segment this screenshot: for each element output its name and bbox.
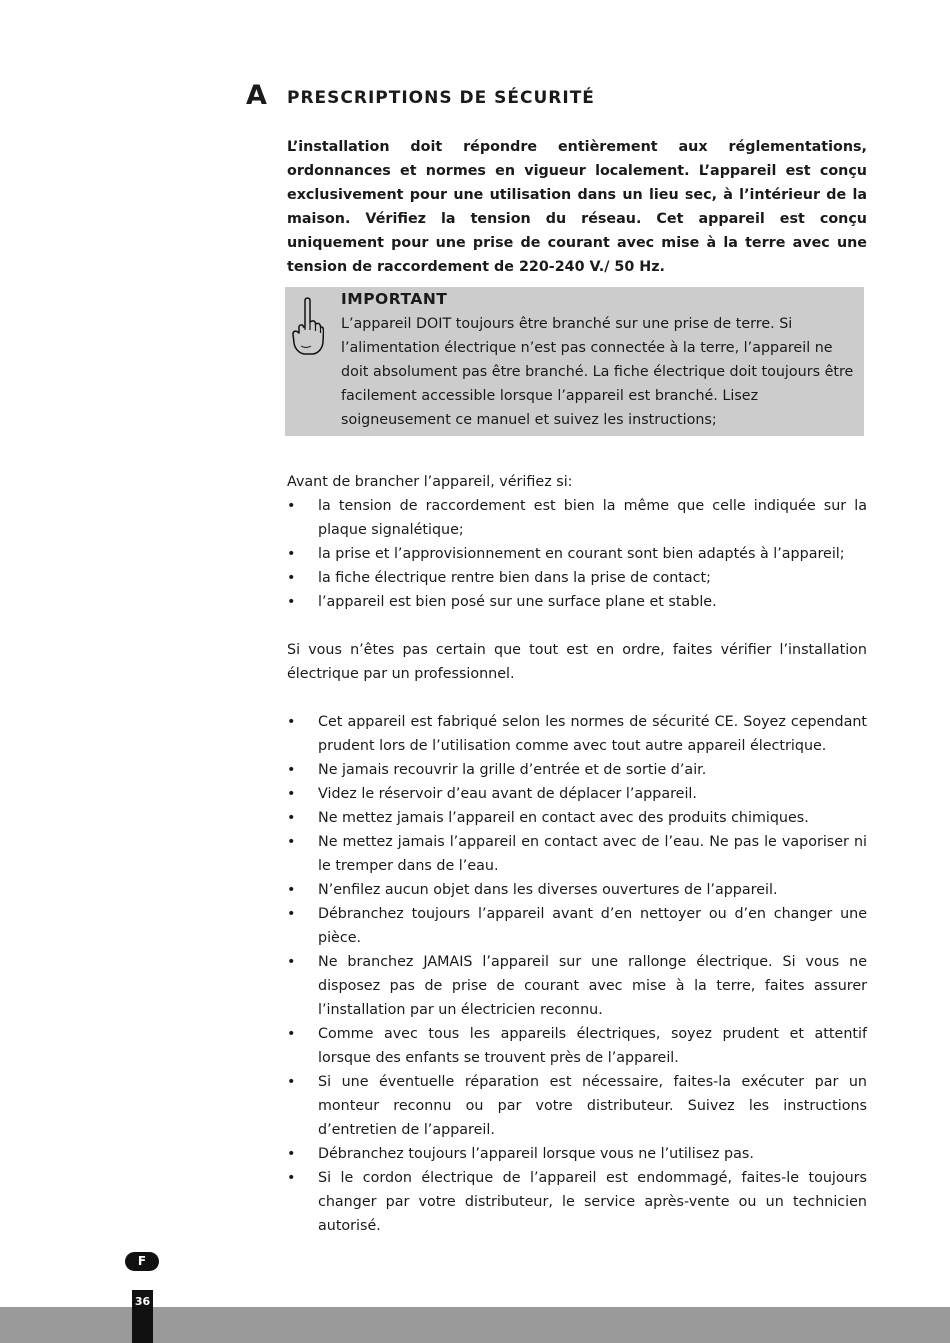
important-notice xyxy=(285,287,864,436)
list-item-text: Ne mettez jamais l’appareil en contact avec des produits chimiques. xyxy=(318,810,809,826)
language-badge: F xyxy=(125,1252,159,1271)
intro-paragraph: L’installation doit répondre entièrement aux réglementations, ordonnances et normes en vigueur localement. L’appareil est conçu exclusivement pour une utilisation dans un lieu sec, à l’intérieur de la maison. Vérifiez la tension du réseau. Cet appareil est conçu uniquement pour une prise de courant avec mise à la terre avec une tension de raccordement de 220-240 V./ 50 Hz. xyxy=(287,139,867,275)
list-item-text: Videz le réservoir d’eau avant de déplacer l’appareil. xyxy=(318,786,697,802)
list-item xyxy=(287,782,867,806)
page-number: 36 xyxy=(134,1295,151,1308)
list-item-text: Ne mettez jamais l’appareil en contact avec de l’eau. Ne pas le vaporiser ni le tremper dans de l’eau. xyxy=(318,834,867,874)
list-item-text: Comme avec tous les appareils électriques, soyez prudent et attentif lorsque des enfants se trouvent près de l’appareil. xyxy=(318,1026,867,1066)
important-title: IMPORTANT xyxy=(341,290,448,308)
list-item xyxy=(287,1070,867,1142)
list-item-text: Ne branchez JAMAIS l’appareil sur une rallonge électrique. Si vous ne disposez pas de prise de courant avec mise à la terre, faites assurer l’installation par un électricien reconnu. xyxy=(318,954,867,1018)
bullet: • xyxy=(287,882,296,898)
list-item xyxy=(287,878,867,902)
list-item xyxy=(287,950,867,1022)
list-item-text: Si le cordon électrique de l’appareil est endommagé, faites-le toujours changer par votre distributeur, le service après-vente ou un technicien autorisé. xyxy=(318,1170,867,1234)
bullet: • xyxy=(287,810,296,826)
list-item xyxy=(287,1166,867,1238)
bullet: • xyxy=(287,1026,296,1042)
bullet: • xyxy=(287,954,296,970)
list-item xyxy=(287,494,867,542)
bullet: • xyxy=(287,834,296,850)
list-item-text: la prise et l’approvisionnement en courant sont bien adaptés à l’appareil; xyxy=(318,546,845,562)
pointing-hand-icon xyxy=(292,296,324,358)
list-item xyxy=(287,806,867,830)
list-item xyxy=(287,830,867,878)
uncertain-paragraph: Si vous n’êtes pas certain que tout est en ordre, faites vérifier l’installation électrique par un professionnel. xyxy=(287,642,867,682)
bullet: • xyxy=(287,1170,296,1186)
list-item-text: Cet appareil est fabriqué selon les normes de sécurité CE. Soyez cependant prudent lors de l’utilisation comme avec tout autre appareil électrique. xyxy=(318,714,867,754)
bullet: • xyxy=(287,594,296,610)
list-item xyxy=(287,566,867,590)
section-letter: A xyxy=(246,80,267,111)
bullet: • xyxy=(287,570,296,586)
list-item xyxy=(287,1142,867,1166)
bullet: • xyxy=(287,1074,296,1090)
list-item xyxy=(287,902,867,950)
list-item-text: Débranchez toujours l’appareil lorsque vous ne l’utilisez pas. xyxy=(318,1146,754,1162)
list-item-text: la tension de raccordement est bien la même que celle indiquée sur la plaque signalétique; xyxy=(318,498,867,538)
list-item-text: la fiche électrique rentre bien dans la prise de contact; xyxy=(318,570,711,586)
bullet: • xyxy=(287,714,296,730)
list-item xyxy=(287,710,867,758)
bullet: • xyxy=(287,1146,296,1162)
list-item xyxy=(287,590,867,614)
list-item xyxy=(287,1022,867,1070)
list-item-text: l’appareil est bien posé sur une surface plane et stable. xyxy=(318,594,717,610)
list-item-text: Si une éventuelle réparation est nécessaire, faites-la exécuter par un monteur reconnu ou par votre distributeur. Suivez les instructions d’entretien de l’appareil. xyxy=(318,1074,867,1138)
list-item-text: N’enfilez aucun objet dans les diverses ouvertures de l’appareil. xyxy=(318,882,778,898)
bullet: • xyxy=(287,498,296,514)
bullet: • xyxy=(287,906,296,922)
section-title: PRESCRIPTIONS DE SÉCURITÉ xyxy=(287,88,595,108)
page-number-tab xyxy=(132,1290,153,1343)
bullet: • xyxy=(287,786,296,802)
rules-list xyxy=(287,710,867,1238)
check-list xyxy=(287,494,867,614)
bullet: • xyxy=(287,546,296,562)
bullet: • xyxy=(287,762,296,778)
list-item xyxy=(287,542,867,566)
check-intro: Avant de brancher l’appareil, vérifiez si: xyxy=(287,474,573,490)
list-item-text: Débranchez toujours l’appareil avant d’en nettoyer ou d’en changer une pièce. xyxy=(318,906,867,946)
list-item-text: Ne jamais recouvrir la grille d’entrée et de sortie d’air. xyxy=(318,762,707,778)
list-item xyxy=(287,758,867,782)
important-text: L’appareil DOIT toujours être branché sur une prise de terre. Si l’alimentation électrique n’est pas connectée à la terre, l’appareil ne doit absolument pas être branché. La fiche électrique doit toujours être facilement accessible lorsque l’appareil est branché. Lisez soigneusement ce manuel et suivez les instructions; xyxy=(341,316,854,428)
